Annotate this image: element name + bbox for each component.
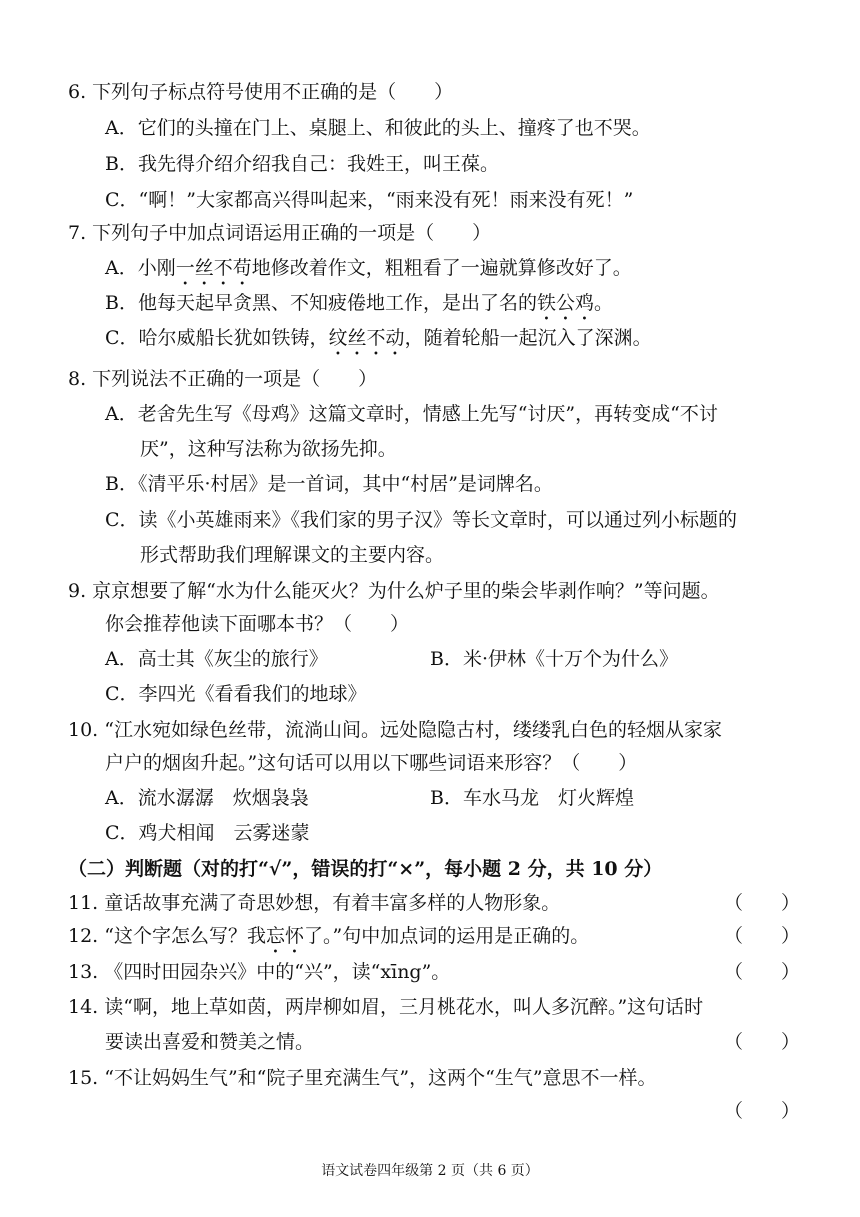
page-footer: 语文试卷四年级第 2 页（共 6 页）	[321, 1163, 539, 1179]
question-12	[68, 924, 589, 958]
question-6-stem: 6. 下列句子标点符号使用不正确的是（ ）	[68, 81, 454, 103]
dotted-word: 忘怀	[265, 925, 304, 947]
question-9-option-b: B．米·伊林《十万个为什么》	[430, 648, 679, 670]
question-8-option-c-line1: C．读《小英雄雨来》《我们家的男子汉》等长文章时，可以通过列小标题的	[105, 509, 738, 531]
text: ，随着轮船一起沉入了深渊。	[404, 327, 652, 349]
question-10-option-a: A．流水潺潺 炊烟袅袅	[105, 787, 309, 809]
text: 地修改着作文，粗粗看了一遍就算修改好了。	[251, 257, 632, 279]
question-6-option-b: B．我先得介绍介绍我自己：我姓王，叫王葆。	[105, 153, 499, 175]
question-8-option-b: B．《清平乐·村居》是一首词，其中“村居”是词牌名。	[105, 473, 553, 495]
question-9-stem-line2: 你会推荐他读下面哪本书？（ ）	[105, 613, 410, 635]
question-7-option-b	[105, 291, 613, 325]
question-8-option-c-line2: 形式帮助我们理解课文的主要内容。	[140, 544, 445, 566]
question-9-option-a: A．高士其《灰尘的旅行》	[105, 648, 328, 670]
answer-paren-11[interactable]: （ ）	[724, 892, 801, 914]
question-7-stem: 7. 下列句子中加点词语运用正确的一项是（ ）	[68, 222, 492, 244]
dotted-word: 纹丝不动	[328, 327, 405, 349]
question-6-option-a: A．它们的头撞在门上、桌腿上、和彼此的头上、撞疼了也不哭。	[105, 117, 651, 139]
dotted-word: 铁公鸡	[536, 292, 594, 314]
question-10-option-b: B．车水马龙 灯火辉煌	[430, 787, 634, 809]
question-15: 15. “不让妈妈生气”和“院子里充满生气”，这两个“生气”意思不一样。	[68, 1067, 657, 1089]
question-9-stem-line1: 9. 京京想要了解“水为什么能灭火？为什么炉子里的柴会毕剥作响？”等问题。	[68, 580, 720, 602]
text: 了。”句中加点词的运用是正确的。	[304, 925, 590, 947]
text: 12. “这个字怎么写？我	[68, 925, 266, 947]
text: A．小刚	[105, 257, 176, 279]
question-10-stem-line1: 10. “江水宛如绿色丝带，流淌山间。远处隐隐古村，缕缕乳白色的轻烟从家家	[68, 719, 722, 741]
question-14-line1: 14. 读“啊，地上草如茵，两岸柳如眉，三月桃花水，叫人多沉醉。”这句话时	[68, 996, 704, 1018]
answer-paren-14[interactable]: （ ）	[724, 1031, 801, 1053]
question-7-option-a	[105, 256, 632, 290]
question-8-option-a-line2: 厌”，这种写法称为欲扬先抑。	[140, 438, 397, 460]
answer-paren-12[interactable]: （ ）	[724, 925, 801, 947]
question-14-line2: 要读出喜爱和赞美之情。	[105, 1031, 315, 1053]
question-11: 11. 童话故事充满了奇思妙想，有着丰富多样的人物形象。	[68, 892, 561, 914]
section-2-heading: （二）判断题（对的打“√”，错误的打“×”，每小题 2 分，共 10 分）	[68, 858, 663, 880]
answer-paren-15[interactable]: （ ）	[724, 1100, 801, 1122]
question-8-option-a-line1: A．老舍先生写《母鸡》这篇文章时，情感上先写“讨厌”，再转变成“不讨	[105, 403, 718, 425]
question-8-stem: 8. 下列说法不正确的一项是（ ）	[68, 368, 378, 390]
question-6-option-c: C．“啊！”大家都高兴得叫起来，“雨来没有死！雨来没有死！”	[105, 189, 634, 211]
question-9-option-c: C．李四光《看看我们的地球》	[105, 683, 367, 705]
question-7-option-c	[105, 326, 652, 360]
answer-paren-13[interactable]: （ ）	[724, 961, 801, 983]
dotted-word: 一丝不苟	[175, 257, 252, 279]
text: B．他每天起早贪黑、不知疲倦地工作，是出了名的	[105, 292, 537, 314]
question-10-option-c: C．鸡犬相闻 云雾迷蒙	[105, 822, 310, 844]
text: C．哈尔威船长犹如铁铸，	[105, 327, 329, 349]
question-13: 13. 《四时田园杂兴》中的“兴”，读“xīng”。	[68, 961, 451, 983]
question-10-stem-line2: 户户的烟囱升起。”这句话可以用以下哪些词语来形容？（ ）	[105, 752, 638, 774]
text: 。	[593, 292, 613, 314]
